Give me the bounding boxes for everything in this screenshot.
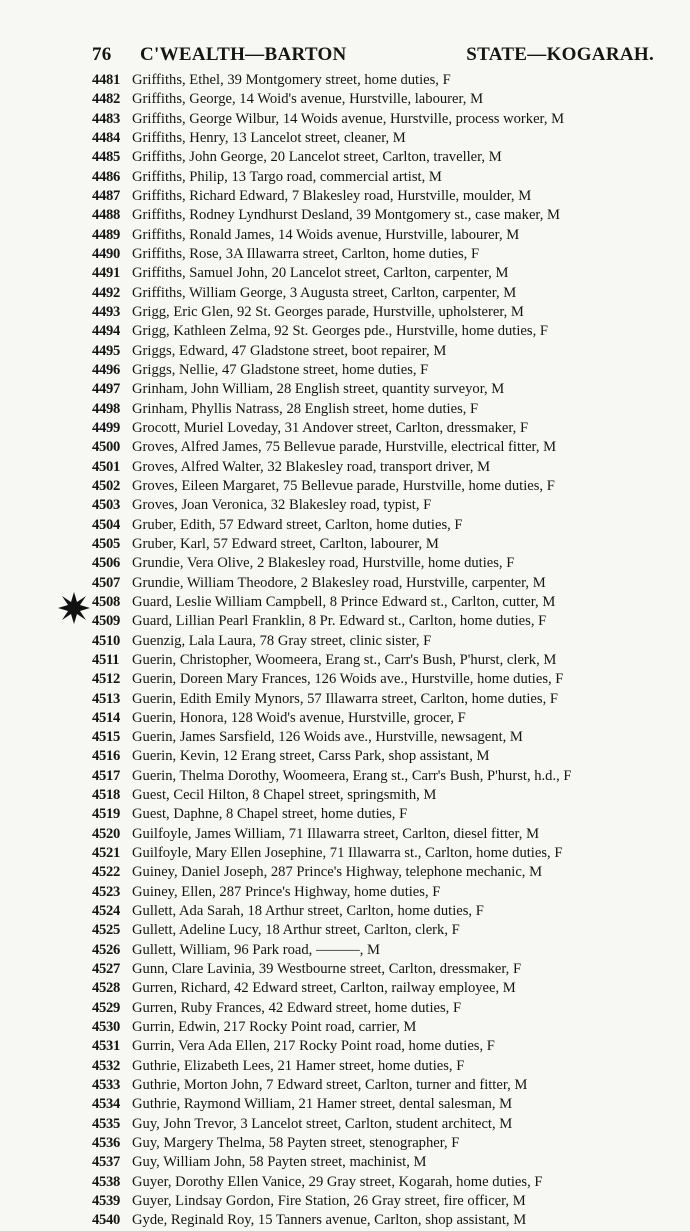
entry-text: Gullett, Ada Sarah, 18 Arthur street, Carlton, home duties, F (132, 903, 484, 920)
entry-number: 4523 (92, 883, 120, 900)
entry-number: 4519 (92, 806, 120, 823)
entry-text: Grigg, Eric Glen, 92 St. Georges parade, Hurstville, upholsterer, M (132, 303, 524, 320)
entry-number: 4526 (92, 941, 120, 958)
list-item (0, 1095, 690, 1114)
list-item (0, 535, 690, 554)
list-item (0, 670, 690, 689)
entry-number: 4510 (92, 632, 120, 649)
entry-number: 4500 (92, 439, 120, 456)
entry-text: Griggs, Edward, 47 Gladstone street, boot repairer, M (132, 342, 447, 359)
list-item (0, 612, 690, 631)
entry-number: 4521 (92, 845, 120, 862)
list-item (0, 71, 690, 90)
list-item (0, 825, 690, 844)
list-item (0, 902, 690, 921)
list-item (0, 1211, 690, 1230)
list-item (0, 148, 690, 167)
entry-number: 4533 (92, 1077, 120, 1094)
list-item (0, 883, 690, 902)
entry-number: 4528 (92, 980, 120, 997)
entry-number: 4492 (92, 284, 120, 301)
list-item (0, 129, 690, 148)
entry-number: 4494 (92, 323, 120, 340)
entry-text: Gullett, William, 96 Park road, ———, M (132, 941, 381, 958)
entry-text: Guilfoyle, Mary Ellen Josephine, 71 Illawarra st., Carlton, home duties, F (132, 845, 563, 862)
entry-text: Griffiths, Ronald James, 14 Woids avenue, Hurstville, labourer, M (132, 226, 520, 243)
entry-text: Grocott, Muriel Loveday, 31 Andover street, Carlton, dressmaker, F (132, 419, 529, 436)
entry-number: 4512 (92, 671, 120, 688)
entries-list (0, 71, 690, 1231)
entry-number: 4530 (92, 1019, 120, 1036)
entry-number: 4504 (92, 516, 120, 533)
entry-text: Guy, Margery Thelma, 58 Payten street, stenographer, F (132, 1135, 460, 1152)
entry-text: Guerin, Kevin, 12 Erang street, Carss Park, shop assistant, M (132, 748, 490, 765)
entry-number: 4509 (92, 613, 120, 630)
entry-number: 4514 (92, 709, 120, 726)
entry-text: Griggs, Nellie, 47 Gladstone street, home duties, F (132, 361, 429, 378)
list-item (0, 863, 690, 882)
entry-number: 4529 (92, 999, 120, 1016)
entry-text: Griffiths, Richard Edward, 7 Blakesley road, Hurstville, moulder, M (132, 187, 532, 204)
entry-text: Guyer, Dorothy Ellen Vanice, 29 Gray street, Kogarah, home duties, F (132, 1173, 543, 1190)
list-item (0, 690, 690, 709)
list-item (0, 245, 690, 264)
list-item (0, 516, 690, 535)
list-item (0, 1037, 690, 1056)
list-item (0, 651, 690, 670)
list-item (0, 1173, 690, 1192)
list-item (0, 593, 690, 612)
list-item (0, 496, 690, 515)
entry-number: 4482 (92, 91, 120, 108)
entry-number: 4513 (92, 690, 120, 707)
entry-number: 4538 (92, 1173, 120, 1190)
entry-text: Guthrie, Raymond William, 21 Hamer street, dental salesman, M (132, 1096, 513, 1113)
entry-number: 4484 (92, 129, 120, 146)
entry-number: 4481 (92, 72, 120, 88)
entry-text: Gurrin, Vera Ada Ellen, 217 Rocky Point road, home duties, F (132, 1038, 495, 1055)
entry-number: 4534 (92, 1096, 120, 1113)
entry-text: Guerin, Christopher, Woomeera, Erang st., Carr's Bush, P'hurst, clerk, M (132, 651, 557, 668)
entry-number: 4531 (92, 1038, 120, 1055)
entry-number: 4499 (92, 419, 120, 436)
entry-text: Guenzig, Lala Laura, 78 Gray street, clinic sister, F (132, 632, 432, 649)
entry-number: 4536 (92, 1135, 120, 1152)
entry-text: Groves, Alfred James, 75 Bellevue parade, Hurstville, electrical fitter, M (132, 439, 557, 456)
entry-number: 4518 (92, 787, 120, 804)
entry-text: Griffiths, John George, 20 Lancelot street, Carlton, traveller, M (132, 149, 502, 166)
entry-text: Guerin, Edith Emily Mynors, 57 Illawarra street, Carlton, home duties, F (132, 690, 558, 707)
entry-text: Guiney, Ellen, 287 Prince's Highway, home duties, F (132, 883, 441, 900)
list-item (0, 554, 690, 573)
entry-text: Griffiths, Philip, 13 Targo road, commercial artist, M (132, 168, 442, 185)
entry-text: Guy, William John, 58 Payten street, machinist, M (132, 1154, 427, 1171)
entry-number: 4535 (92, 1115, 120, 1132)
entry-text: Griffiths, Ethel, 39 Montgomery street, home duties, F (132, 72, 451, 88)
entry-text: Griffiths, Rose, 3A Illawarra street, Carlton, home duties, F (132, 245, 480, 262)
list-item (0, 767, 690, 786)
list-item (0, 342, 690, 361)
entry-number: 4497 (92, 381, 120, 398)
list-item (0, 206, 690, 225)
entry-number: 4515 (92, 729, 120, 746)
entry-number: 4540 (92, 1212, 120, 1229)
entry-text: Grigg, Kathleen Zelma, 92 St. Georges pde., Hurstville, home duties, F (132, 323, 548, 340)
list-item (0, 1057, 690, 1076)
entry-number: 4517 (92, 767, 120, 784)
entry-text: Groves, Eileen Margaret, 75 Bellevue parade, Hurstville, home duties, F (132, 477, 555, 494)
entry-number: 4537 (92, 1154, 120, 1171)
entry-number: 4539 (92, 1193, 120, 1210)
entry-number: 4516 (92, 748, 120, 765)
entry-text: Groves, Alfred Walter, 32 Blakesley road, transport driver, M (132, 458, 491, 475)
entry-number: 4520 (92, 825, 120, 842)
list-item (0, 960, 690, 979)
entry-text: Grinham, John William, 28 English street, quantity surveyor, M (132, 381, 505, 398)
list-item (0, 1076, 690, 1095)
entry-number: 4495 (92, 342, 120, 359)
entry-number: 4491 (92, 265, 120, 282)
entry-number: 4488 (92, 207, 120, 224)
subdivision-title: STATE—KOGARAH. (466, 44, 654, 65)
list-item (0, 728, 690, 747)
entry-number: 4489 (92, 226, 120, 243)
entry-text: Guy, John Trevor, 3 Lancelot street, Carlton, student architect, M (132, 1115, 513, 1132)
entry-text: Grundie, Vera Olive, 2 Blakesley road, Hurstville, home duties, F (132, 555, 515, 572)
entry-number: 4527 (92, 961, 120, 978)
list-item (0, 999, 690, 1018)
entry-text: Guest, Daphne, 8 Chapel street, home duties, F (132, 806, 408, 823)
entry-text: Griffiths, William George, 3 Augusta street, Carlton, carpenter, M (132, 284, 517, 301)
list-item (0, 1018, 690, 1037)
list-item (0, 632, 690, 651)
list-item (0, 264, 690, 283)
entry-number: 4511 (92, 651, 120, 668)
list-item (0, 187, 690, 206)
entry-text: Griffiths, George Wilbur, 14 Woids avenue, Hurstville, process worker, M (132, 110, 565, 127)
entry-number: 4524 (92, 903, 120, 920)
entry-text: Gurrin, Edwin, 217 Rocky Point road, carrier, M (132, 1019, 417, 1036)
entry-text: Griffiths, Henry, 13 Lancelot street, cleaner, M (132, 129, 406, 146)
list-item (0, 322, 690, 341)
entry-number: 4496 (92, 361, 120, 378)
entry-text: Gurren, Ruby Frances, 42 Edward street, home duties, F (132, 999, 462, 1016)
entry-number: 4490 (92, 245, 120, 262)
division-title: C'WEALTH—BARTON (140, 44, 347, 65)
list-item (0, 110, 690, 129)
entry-text: Guest, Cecil Hilton, 8 Chapel street, springsmith, M (132, 787, 437, 804)
entry-text: Griffiths, Samuel John, 20 Lancelot street, Carlton, carpenter, M (132, 265, 509, 282)
entry-text: Guthrie, Morton John, 7 Edward street, Carlton, turner and fitter, M (132, 1077, 528, 1094)
entry-text: Grundie, William Theodore, 2 Blakesley road, Hurstville, carpenter, M (132, 574, 546, 591)
entry-number: 4483 (92, 110, 120, 127)
list-item (0, 438, 690, 457)
entry-number: 4502 (92, 477, 120, 494)
list-item (0, 921, 690, 940)
entry-text: Guilfoyle, James William, 71 Illawarra street, Carlton, diesel fitter, M (132, 825, 540, 842)
list-item (0, 90, 690, 109)
entry-number: 4487 (92, 187, 120, 204)
entry-text: Gurren, Richard, 42 Edward street, Carlton, railway employee, M (132, 980, 516, 997)
list-item (0, 226, 690, 245)
list-item (0, 747, 690, 766)
list-item (0, 477, 690, 496)
entry-text: Guerin, Thelma Dorothy, Woomeera, Erang st., Carr's Bush, P'hurst, h.d., F (132, 767, 572, 784)
list-item (0, 1115, 690, 1134)
entry-number: 4486 (92, 168, 120, 185)
entry-number: 4485 (92, 149, 120, 166)
entry-number: 4507 (92, 574, 120, 591)
list-item (0, 380, 690, 399)
entry-number: 4503 (92, 497, 120, 514)
list-item (0, 419, 690, 438)
list-item (0, 1134, 690, 1153)
entry-number: 4493 (92, 303, 120, 320)
entry-text: Guard, Leslie William Campbell, 8 Prince Edward st., Carlton, cutter, M (132, 593, 556, 610)
entry-text: Guyer, Lindsay Gordon, Fire Station, 26 Gray street, fire officer, M (132, 1193, 526, 1210)
entry-text: Gunn, Clare Lavinia, 39 Westbourne street, Carlton, dressmaker, F (132, 961, 522, 978)
entry-text: Guerin, Doreen Mary Frances, 126 Woids ave., Hurstville, home duties, F (132, 671, 564, 688)
list-item (0, 361, 690, 380)
entry-number: 4506 (92, 555, 120, 572)
list-item (0, 1153, 690, 1172)
entry-number: 4505 (92, 535, 120, 552)
page-header (92, 44, 668, 68)
list-item (0, 709, 690, 728)
entry-text: Guard, Lillian Pearl Franklin, 8 Pr. Edward st., Carlton, home duties, F (132, 613, 547, 630)
entry-number: 4498 (92, 400, 120, 417)
entry-number: 4522 (92, 864, 120, 881)
entry-number: 4532 (92, 1057, 120, 1074)
list-item (0, 284, 690, 303)
entry-text: Griffiths, Rodney Lyndhurst Desland, 39 Montgomery st., case maker, M (132, 207, 560, 224)
list-item (0, 979, 690, 998)
entry-number: 4508 (92, 593, 120, 610)
entry-text: Guerin, Honora, 128 Woid's avenue, Hurstville, grocer, F (132, 709, 466, 726)
entry-text: Groves, Joan Veronica, 32 Blakesley road, typist, F (132, 497, 432, 514)
list-item (0, 574, 690, 593)
list-item (0, 805, 690, 824)
list-item (0, 1192, 690, 1211)
entry-text: Griffiths, George, 14 Woid's avenue, Hurstville, labourer, M (132, 91, 484, 108)
entry-number: 4525 (92, 922, 120, 939)
entry-text: Gullett, Adeline Lucy, 18 Arthur street, Carlton, clerk, F (132, 922, 460, 939)
entry-number: 4501 (92, 458, 120, 475)
list-item (0, 941, 690, 960)
list-item (0, 400, 690, 419)
entry-text: Guiney, Daniel Joseph, 287 Prince's Highway, telephone mechanic, M (132, 864, 543, 881)
list-item (0, 303, 690, 322)
entry-text: Guthrie, Elizabeth Lees, 21 Hamer street, home duties, F (132, 1057, 465, 1074)
list-item (0, 844, 690, 863)
entry-text: Gruber, Edith, 57 Edward street, Carlton, home duties, F (132, 516, 463, 533)
entry-text: Gyde, Reginald Roy, 15 Tanners avenue, Carlton, shop assistant, M (132, 1212, 527, 1229)
list-item (0, 458, 690, 477)
list-item (0, 786, 690, 805)
entry-text: Gruber, Karl, 57 Edward street, Carlton, labourer, M (132, 535, 439, 552)
page-number: 76 (92, 44, 112, 65)
entry-text: Grinham, Phyllis Natrass, 28 English street, home duties, F (132, 400, 479, 417)
entry-text: Guerin, James Sarsfield, 126 Woids ave., Hurstville, newsagent, M (132, 729, 523, 746)
list-item (0, 168, 690, 187)
